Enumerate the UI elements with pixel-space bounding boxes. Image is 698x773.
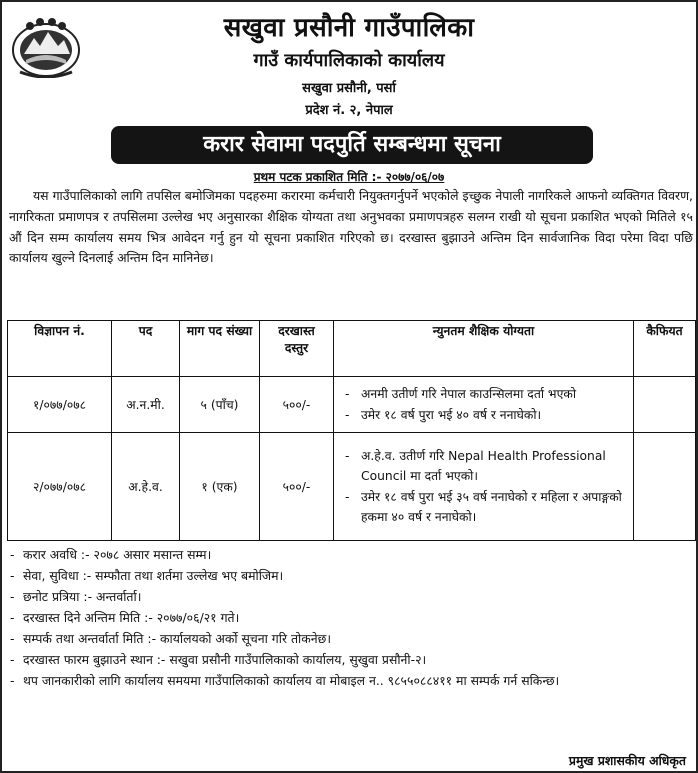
terms-list bbox=[9, 544, 693, 691]
term-item: - छनोट प्रत्रिया :- अन्तर्वार्ता। bbox=[9, 586, 693, 607]
cell-demand: ५ (पाँच) bbox=[180, 377, 260, 433]
cell-remarks bbox=[634, 433, 696, 541]
cell-qualification bbox=[334, 433, 634, 541]
qualification-item: - उमेर १८ वर्ष पुरा भई ३५ वर्ष ननाघेको र महिला र अपाङ्गको हकमा ४० वर्ष र ननाघेको। bbox=[351, 487, 628, 528]
cell-fee: ५००/- bbox=[260, 377, 334, 433]
cell-qualification bbox=[334, 377, 634, 433]
qualification-item: - अनमी उतीर्ण गरि नेपाल काउन्सिलमा दर्ता भएको bbox=[351, 384, 628, 405]
th-post: पद bbox=[112, 321, 180, 377]
term-item: - सेवा, सुविधा :- सम्फौता तथा शर्तमा उल्लेख भए बमोजिम। bbox=[9, 565, 693, 586]
office-name: गाउँ कार्यपालिकाको कार्यालय bbox=[253, 50, 445, 71]
term-item: - दरखास्त फारम बुझाउने स्थान :- सखुवा प्रसौनी गाउँपालिकाको कार्यालय, सुखुवा प्रसौनी-२। bbox=[9, 649, 693, 670]
table-row bbox=[8, 433, 696, 541]
qualification-item: - अ.हे.व. उतीर्ण गरि Nepal Health Professional Council मा दर्ता भएको। bbox=[351, 446, 628, 487]
term-item: - दरखास्त दिने अन्तिम मिति :- २०७७/०६/२१ गते। bbox=[9, 607, 693, 628]
cell-remarks bbox=[634, 377, 696, 433]
cell-fee: ५००/- bbox=[260, 433, 334, 541]
signatory-title: प्रमुख प्रशासकीय अधिकृत bbox=[568, 753, 686, 768]
municipality-name: सखुवा प्रसौनी गाउँपालिका bbox=[223, 13, 475, 43]
table-header-row bbox=[8, 321, 696, 377]
th-ad-no: विज्ञापन नं. bbox=[8, 321, 112, 377]
th-remarks: कैफियत bbox=[634, 321, 696, 377]
term-item: - करार अवधि :- २०७८ असार मसान्त सम्म। bbox=[9, 544, 693, 565]
cell-post: अ.न.मी. bbox=[112, 377, 180, 433]
th-demand: माग पद संख्या bbox=[180, 321, 260, 377]
notice-title: करार सेवामा पदपुर्ति सम्बन्धमा सूचना bbox=[111, 126, 593, 164]
table-row bbox=[8, 377, 696, 433]
term-item: - थप जानकारीको लागि कार्यालय समयमा गाउँपालिकाको कार्यालय वा मोबाइल न.. ९८५५०८८४११ मा सम्पर्क गर्न सकिन्छ। bbox=[9, 670, 693, 691]
published-date: प्रथम पटक प्रकाशित मिति :- २०७७/०६/०७ bbox=[253, 170, 445, 184]
province-line: प्रदेश नं. २, नेपाल bbox=[305, 103, 393, 118]
cell-ad-no: २/०७७/०७८ bbox=[8, 433, 112, 541]
intro-text: यस गाउँपालिकाको लागि तपसिल बमोजिमका पदहरुमा करारमा कर्मचारी नियुक्तगर्नुपर्ने भएकोले इच्छुक नेपाली नागरिकले आफनो व्यक्तिगत विवरण, नागरिकता प्रमाणपत्र र तपसिलमा उल्लेख भए अनुसारका शैक्षिक योग्यता तथा अनुभवका प्रमाणपत्रहरु सलग्न राखी यो सूचना प्रकाशित भएको मितिले १५ औं दिन सम्म कार्यालय समय भित्र आवेदन गर्नु हुन यो सूचना प्रकाशित गरिएको छ। दरखास्त बुझाउने अन्तिम दिन सार्वजानिक विदा परेमा विदा पछि कार्यालय खुल्ने दिनलाई अन्तिम दिन मानिनेछ। bbox=[9, 188, 693, 266]
th-qualification: न्युनतम शैक्षिक योग्यता bbox=[334, 321, 634, 377]
vacancy-table bbox=[7, 320, 696, 541]
cell-demand: १ (एक) bbox=[180, 433, 260, 541]
cell-ad-no: १/०७७/०७८ bbox=[8, 377, 112, 433]
qualification-item: - उमेर १८ वर्ष पुरा भई ४० वर्ष र ननाघेको। bbox=[351, 405, 628, 426]
intro-paragraph bbox=[9, 186, 693, 269]
cell-post: अ.हे.व. bbox=[112, 433, 180, 541]
term-item: - सम्पर्क तथा अन्तर्वार्ता मिति :- कार्यालयको अर्को सूचना गरि तोकनेछ। bbox=[9, 628, 693, 649]
office-location: सखुवा प्रसौनी, पर्सा bbox=[302, 81, 396, 96]
th-fee: दरखास्त दस्तुर bbox=[260, 321, 334, 377]
